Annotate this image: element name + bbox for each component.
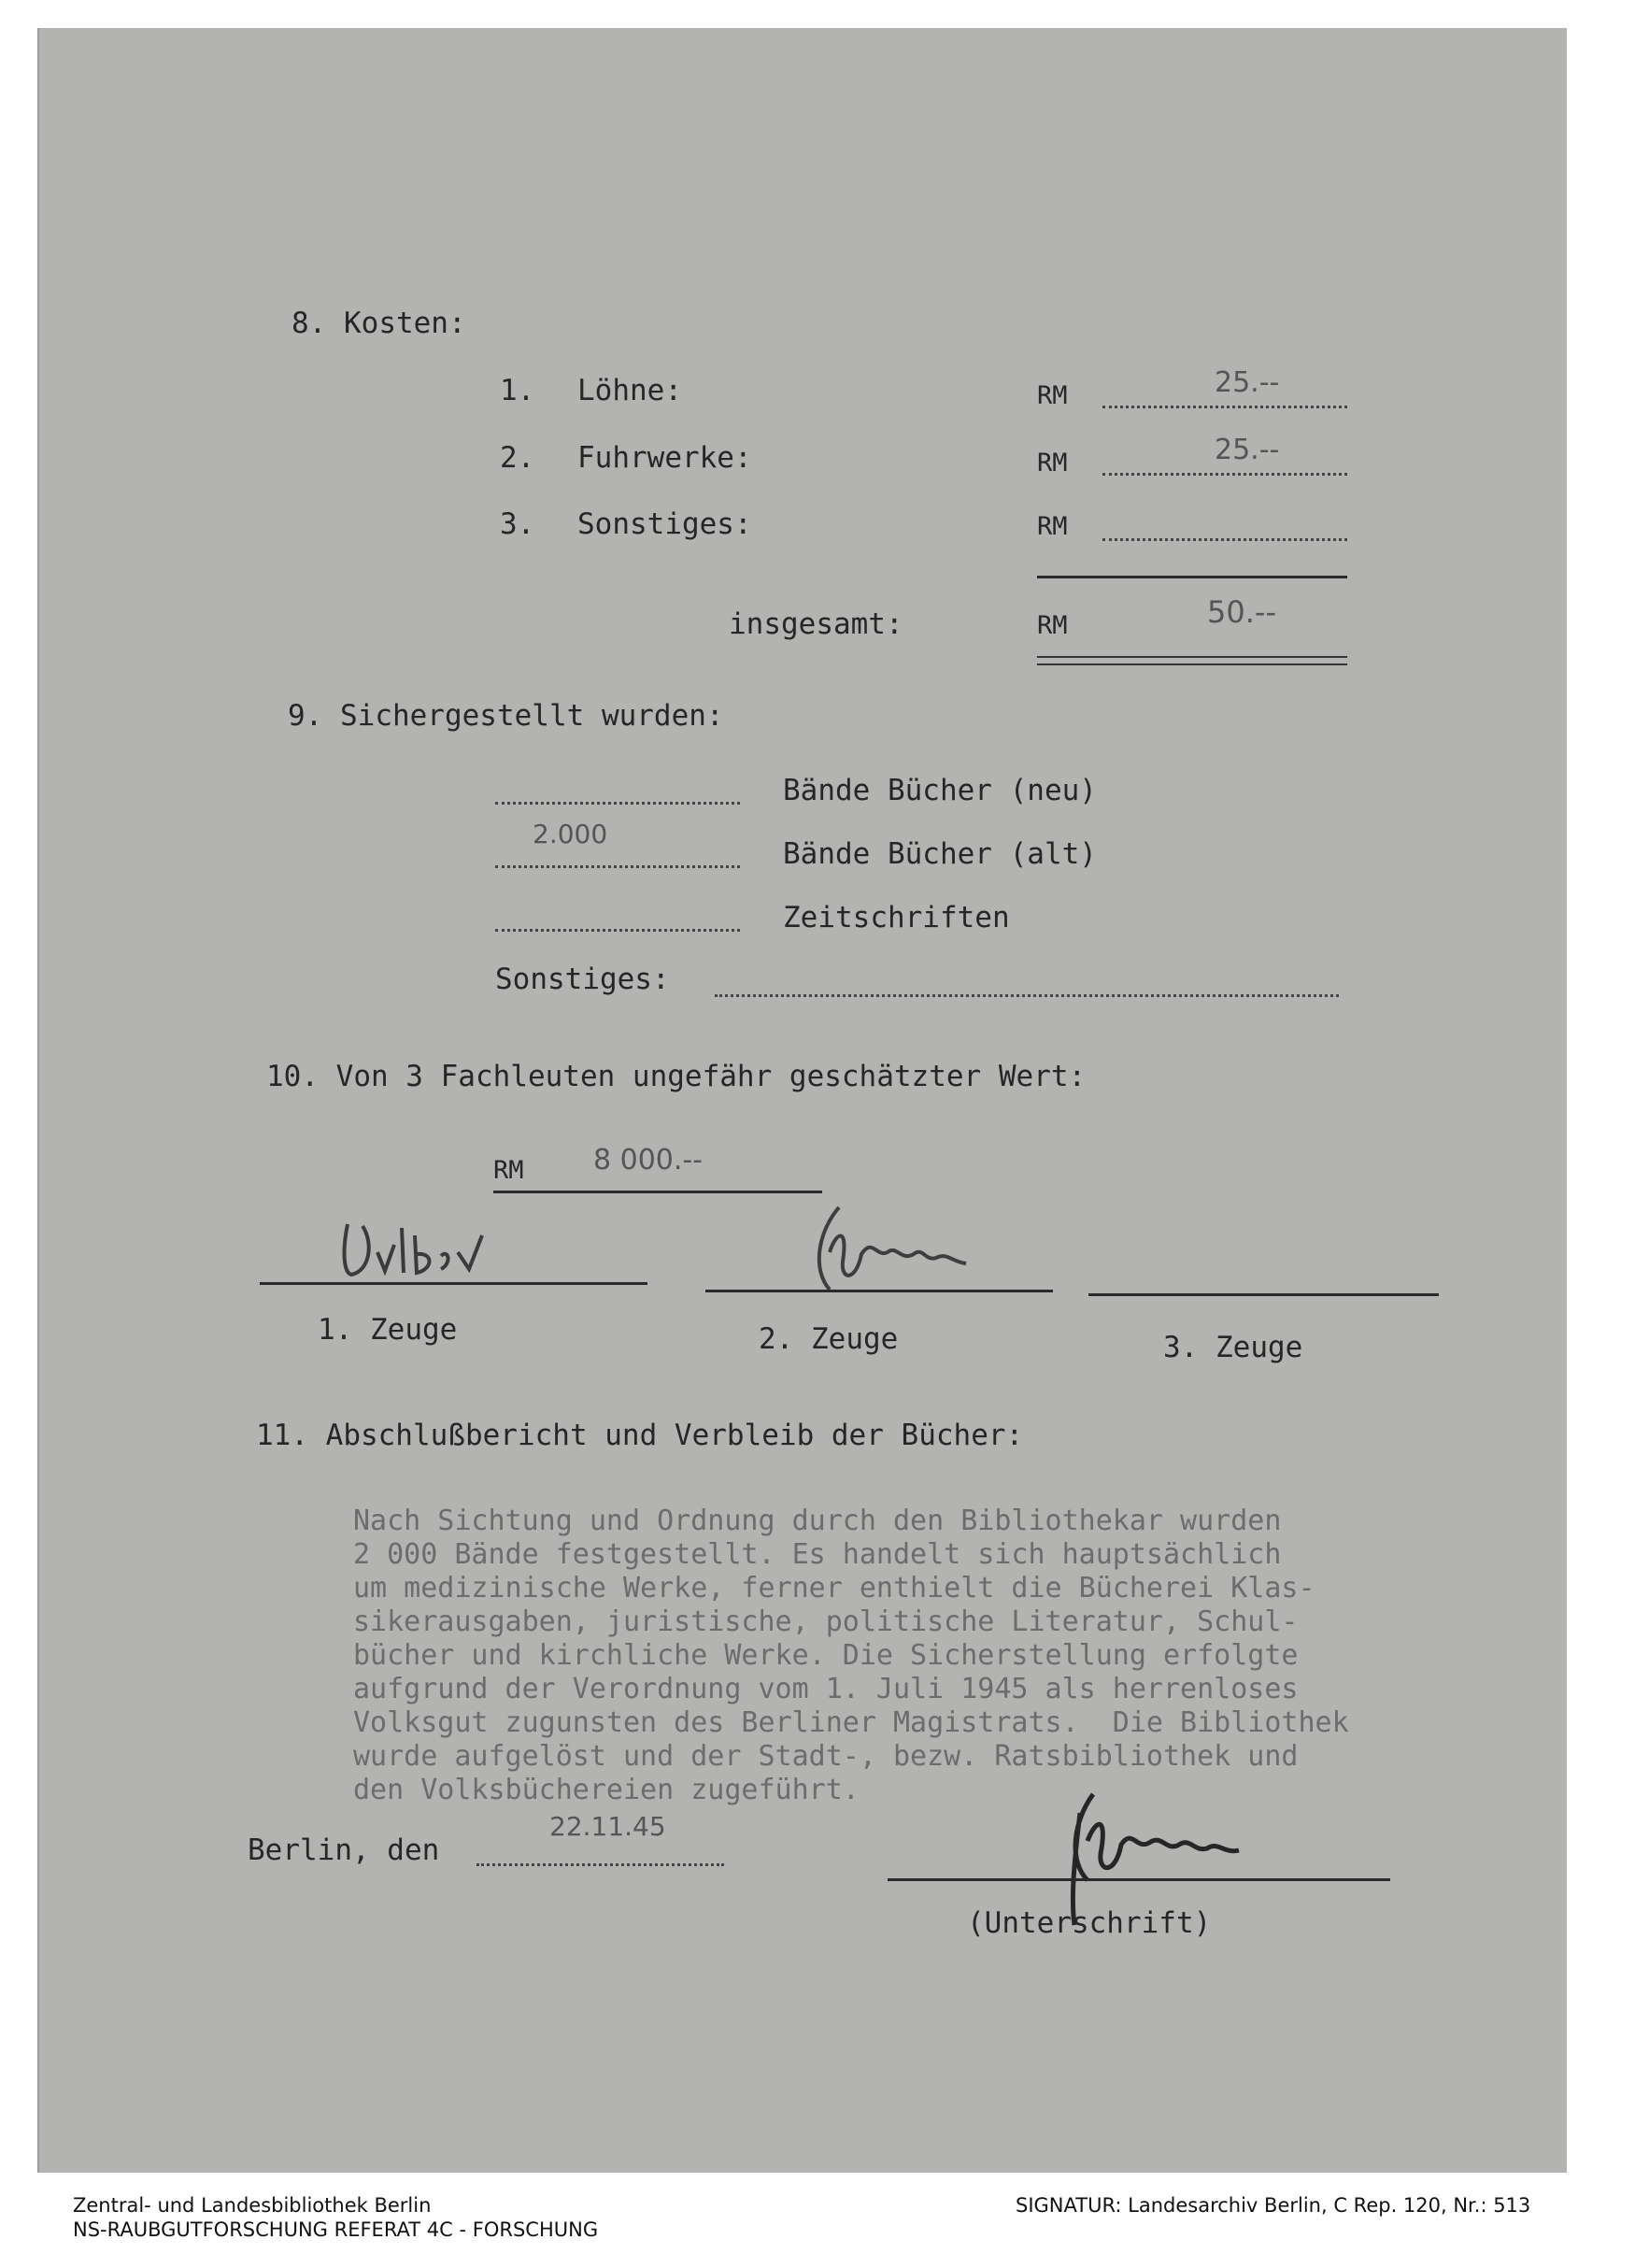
place-label: Berlin, den	[248, 1833, 440, 1867]
report-line-9: den Volksbüchereien zugeführt.	[353, 1774, 860, 1806]
witness-1-caption: 1. Zeuge	[318, 1313, 458, 1347]
witness-2-line	[705, 1290, 1053, 1292]
main-signature-line	[888, 1878, 1390, 1881]
cost-item-1-currency: RM	[1037, 381, 1068, 410]
total-double-rule	[1037, 656, 1347, 665]
stock-item-3-dots	[495, 929, 740, 932]
report-line-7: Volksgut zugunsten des Berliner Magistrats. Die Bibliothek	[353, 1706, 1349, 1739]
stock-item-3-label: Zeitschriften	[783, 901, 1010, 934]
sum-rule	[1037, 576, 1347, 578]
report-line-5: bücher und kirchliche Werke. Die Sicherstellung erfolgte	[353, 1639, 1299, 1672]
stock-item-1-label: Bände Bücher (neu)	[783, 774, 1097, 807]
footer-signatur: SIGNATUR: Landesarchiv Berlin, C Rep. 120, Nr.: 513	[1016, 2194, 1531, 2217]
cost-item-2-currency: RM	[1037, 449, 1068, 478]
footer-department: NS-RAUBGUTFORSCHUNG REFERAT 4C - FORSCHUNG	[73, 2218, 599, 2241]
witness-1-line	[260, 1282, 647, 1285]
witness-1-signature	[336, 1215, 505, 1290]
stock-item-1-dots	[495, 802, 740, 805]
report-line-3: um medizinische Werke, ferner enthielt die Bücherei Klas-	[353, 1572, 1315, 1605]
date-value: 22.11.45	[549, 1811, 666, 1842]
cost-item-1-dots	[1102, 406, 1347, 408]
stock-other-label: Sonstiges:	[495, 963, 670, 996]
stock-item-2-label: Bände Bücher (alt)	[783, 837, 1097, 871]
cost-item-2-dots	[1102, 473, 1347, 476]
value-currency: RM	[493, 1156, 524, 1185]
cost-item-1-num: 1.	[500, 374, 535, 407]
section-9-title: 9. Sichergestellt wurden:	[288, 699, 724, 733]
cost-item-3-label: Sonstiges:	[577, 507, 752, 541]
section-11-title: 11. Abschlußbericht und Verbleib der Bücher:	[256, 1419, 1024, 1452]
cost-item-2-value: 25.--	[1215, 434, 1280, 466]
cost-item-3-num: 3.	[500, 507, 535, 541]
witness-3-caption: 3. Zeuge	[1163, 1331, 1303, 1364]
report-line-1: Nach Sichtung und Ordnung durch den Bibliothekar wurden	[353, 1505, 1282, 1537]
total-currency: RM	[1037, 611, 1068, 640]
report-line-4: sikerausgaben, juristische, politische Literatur, Schul-	[353, 1605, 1299, 1638]
date-dots	[476, 1863, 724, 1866]
cost-item-2-label: Fuhrwerke:	[577, 441, 752, 475]
witness-3-line	[1088, 1293, 1439, 1296]
value-rule	[493, 1191, 822, 1193]
signature-caption: (Unterschrift)	[967, 1906, 1212, 1940]
stock-item-2-dots	[495, 865, 740, 868]
cost-item-3-currency: RM	[1037, 512, 1068, 541]
report-line-6: aufgrund der Verordnung vom 1. Juli 1945 als herrenloses	[353, 1673, 1299, 1705]
report-line-8: wurde aufgelöst und der Stadt-, bezw. Ratsbibliothek und	[353, 1740, 1299, 1773]
report-line-2: 2 000 Bände festgestellt. Es handelt sich hauptsächlich	[353, 1538, 1282, 1571]
total-label: insgesamt:	[729, 607, 903, 641]
stock-item-2-value: 2.000	[533, 819, 608, 849]
witness-2-caption: 2. Zeuge	[759, 1322, 899, 1356]
section-8-title: 8. Kosten:	[291, 307, 466, 340]
witness-2-signature	[783, 1196, 998, 1299]
stock-other-dots	[715, 994, 1339, 997]
footer-institution: Zentral- und Landesbibliothek Berlin	[73, 2194, 432, 2217]
cost-item-2-num: 2.	[500, 441, 535, 475]
total-value: 50.--	[1207, 594, 1276, 630]
cost-item-3-dots	[1102, 538, 1347, 541]
value-amount: 8 000.--	[593, 1144, 704, 1177]
section-10-title: 10. Von 3 Fachleuten ungefähr geschätzter Wert:	[266, 1060, 1087, 1093]
cost-item-1-value: 25.--	[1215, 366, 1280, 399]
cost-item-1-label: Löhne:	[577, 374, 682, 407]
